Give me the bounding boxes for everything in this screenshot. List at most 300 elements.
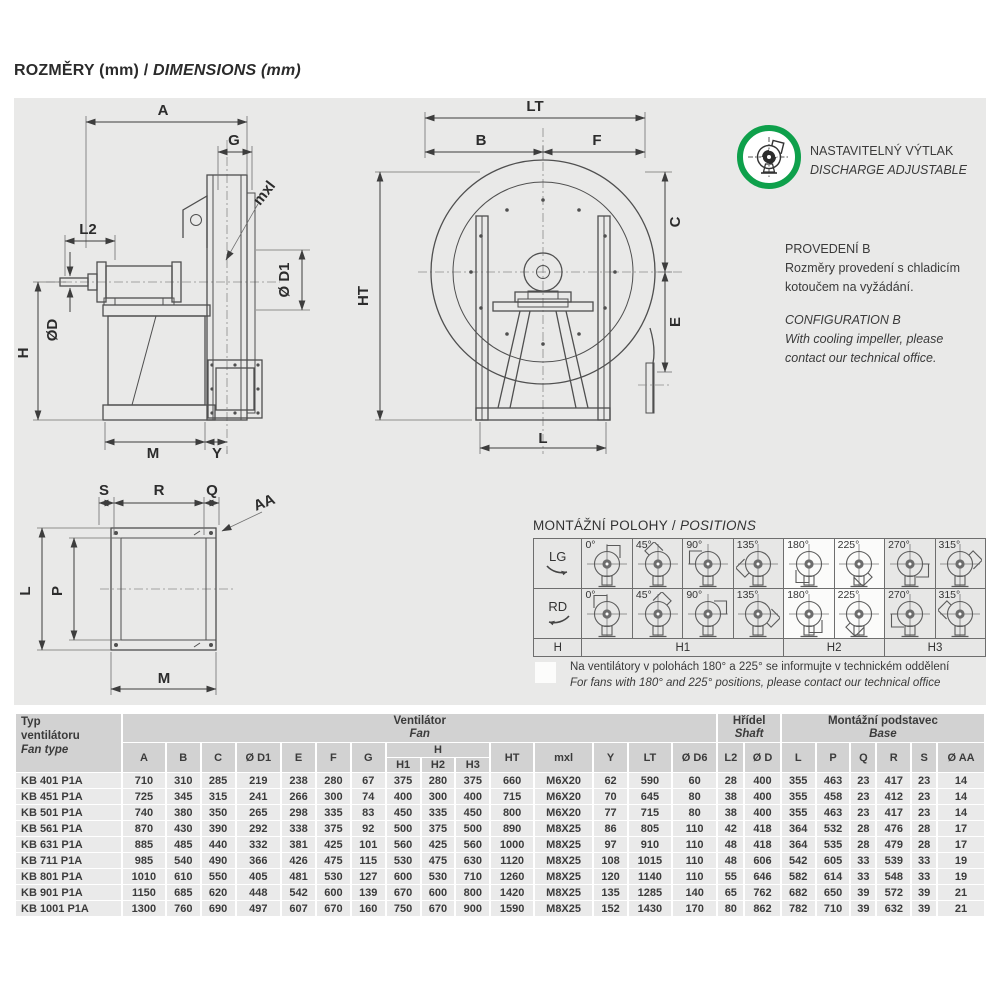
dimension-cell: 476 xyxy=(877,821,910,836)
dimension-cell: 539 xyxy=(877,853,910,868)
dimension-cell: 338 xyxy=(282,821,315,836)
column-header: mxl xyxy=(535,743,592,772)
angle-label: 315° xyxy=(938,589,961,601)
dimension-cell: 530 xyxy=(422,869,455,884)
column-header: C xyxy=(202,743,235,772)
dimension-cell: 14 xyxy=(938,805,984,820)
dimension-cell: 885 xyxy=(123,837,165,852)
dimension-cell: 550 xyxy=(202,869,235,884)
dimension-cell: 110 xyxy=(673,837,717,852)
dim-label-g: G xyxy=(228,132,240,149)
dimension-cell: M8X25 xyxy=(535,885,592,900)
dimension-cell: 80 xyxy=(673,805,717,820)
dimension-cell: 28 xyxy=(912,821,936,836)
dimension-cell: 800 xyxy=(491,805,533,820)
table-row xyxy=(16,869,984,884)
front-view-drawing xyxy=(355,98,700,463)
dimension-cell: 152 xyxy=(594,901,627,916)
dim-label-base-l: L xyxy=(17,586,34,596)
dimension-cell: 345 xyxy=(167,789,200,804)
dimension-cell: 610 xyxy=(167,869,200,884)
angle-label: 270° xyxy=(888,589,910,601)
positions-note xyxy=(535,660,949,691)
dimension-cell: M6X20 xyxy=(535,805,592,820)
dimension-cell: 48 xyxy=(718,853,743,868)
dimension-cell: 19 xyxy=(938,869,984,884)
dimension-cell: 298 xyxy=(282,805,315,820)
dimension-cell: 548 xyxy=(877,869,910,884)
angle-label: 0° xyxy=(585,589,596,601)
column-header: Y xyxy=(594,743,627,772)
dim-label-l2: L2 xyxy=(79,221,97,238)
dimension-cell: 600 xyxy=(387,869,420,884)
dimension-cell: 762 xyxy=(745,885,780,900)
dimension-cell: M8X25 xyxy=(535,869,592,884)
dimension-cell: 805 xyxy=(629,821,671,836)
group-header: Montážní podstavec Base xyxy=(782,714,984,742)
dimension-cell: 280 xyxy=(422,773,455,788)
dimension-cell: 42 xyxy=(718,821,743,836)
angle-label: 270° xyxy=(888,539,910,551)
table-row xyxy=(16,901,984,916)
dimension-cell: 1300 xyxy=(123,901,165,916)
dimension-cell: 300 xyxy=(422,789,455,804)
dimension-cell: 23 xyxy=(912,789,936,804)
column-header: A xyxy=(123,743,165,772)
dimension-cell: 110 xyxy=(673,821,717,836)
dimension-cell: 375 xyxy=(422,821,455,836)
dimension-cell: 23 xyxy=(912,773,936,788)
dimension-cell: 285 xyxy=(202,773,235,788)
fan-type-cell: KB 801 P1A xyxy=(16,869,121,884)
column-header: L xyxy=(782,743,815,772)
dimension-cell: 542 xyxy=(282,885,315,900)
dimension-cell: 450 xyxy=(456,805,489,820)
group-header: Hřídel Shaft xyxy=(718,714,779,742)
dimension-cell: 23 xyxy=(851,773,875,788)
dimension-cell: 127 xyxy=(352,869,385,884)
position-cell xyxy=(632,539,682,589)
dimensions-table xyxy=(14,713,986,917)
position-cell xyxy=(935,589,986,639)
dimension-cell: 28 xyxy=(851,821,875,836)
table-row xyxy=(16,885,984,900)
position-cell xyxy=(582,589,632,639)
dimension-cell: 364 xyxy=(782,837,815,852)
dimension-cell: 364 xyxy=(782,821,815,836)
column-header: Ø D6 xyxy=(673,743,717,772)
dimension-cell: 715 xyxy=(629,805,671,820)
dimension-cell: 800 xyxy=(456,885,489,900)
dimension-cell: 417 xyxy=(877,805,910,820)
dimension-cell: 1000 xyxy=(491,837,533,852)
dimension-cell: 355 xyxy=(782,773,815,788)
position-cell xyxy=(784,539,834,589)
position-cell xyxy=(885,589,935,639)
badge-text xyxy=(810,142,967,180)
dimension-cell: 86 xyxy=(594,821,627,836)
column-header: P xyxy=(817,743,850,772)
dimension-cell: 77 xyxy=(594,805,627,820)
dimension-cell: 300 xyxy=(317,789,350,804)
dimension-cell: 614 xyxy=(817,869,850,884)
dimension-cell: 28 xyxy=(718,773,743,788)
dimension-cell: 23 xyxy=(851,789,875,804)
dimension-cell: 315 xyxy=(202,789,235,804)
dimension-cell: 418 xyxy=(745,837,780,852)
column-subheader: H2 xyxy=(422,758,455,772)
dimension-cell: 450 xyxy=(387,805,420,820)
dimension-cell: 670 xyxy=(317,901,350,916)
side-view-drawing xyxy=(15,98,350,463)
dimension-cell: 139 xyxy=(352,885,385,900)
dimension-cell: 710 xyxy=(817,901,850,916)
dimension-cell: 542 xyxy=(782,853,815,868)
dimension-cell: 17 xyxy=(938,821,984,836)
dimension-cell: 1285 xyxy=(629,885,671,900)
dim-label-c: C xyxy=(667,216,684,228)
dimension-cell: 39 xyxy=(912,885,936,900)
dim-label-f: F xyxy=(592,132,602,149)
dimension-cell: 23 xyxy=(851,805,875,820)
dimension-cell: 632 xyxy=(877,901,910,916)
configuration-note: PROVEDENÍ B Rozměry provedení s chladicím kotoučem na vyžádání. CONFIGURATION B With cooling impeller, please contact our technical office. xyxy=(785,242,961,365)
column-header: Q xyxy=(851,743,875,772)
dimension-cell: 725 xyxy=(123,789,165,804)
fan-type-cell: KB 901 P1A xyxy=(16,885,121,900)
dimension-cell: 28 xyxy=(851,837,875,852)
table-row xyxy=(16,789,984,804)
rotation-arrow-icon xyxy=(544,565,572,576)
position-cell xyxy=(935,539,986,589)
dimension-cell: 140 xyxy=(673,885,717,900)
dimension-cell: 55 xyxy=(718,869,743,884)
dimension-cell: 590 xyxy=(629,773,671,788)
dimension-cell: 14 xyxy=(938,789,984,804)
table-row xyxy=(16,853,984,868)
fan-type-cell: KB 1001 P1A xyxy=(16,901,121,916)
dimension-cell: 650 xyxy=(817,885,850,900)
position-cell xyxy=(733,539,783,589)
dimension-cell: 862 xyxy=(745,901,780,916)
dimension-cell: M6X20 xyxy=(535,773,592,788)
badge-line-cs: NASTAVITELNÝ VÝTLAK xyxy=(810,144,954,158)
angle-label: 0° xyxy=(585,539,596,551)
dimension-cell: 572 xyxy=(877,885,910,900)
dimension-cell: 39 xyxy=(912,901,936,916)
angle-label: 180° xyxy=(787,539,809,551)
dimension-cell: 605 xyxy=(817,853,850,868)
table-row xyxy=(16,773,984,788)
dimension-cell: 135 xyxy=(594,885,627,900)
dimension-cell: 265 xyxy=(237,805,281,820)
note-cs: Na ventilátory v polohách 180° a 225° se informujte v technickém oddělení xyxy=(570,661,950,673)
dimension-cell: 38 xyxy=(718,789,743,804)
dimension-cell: 241 xyxy=(237,789,281,804)
position-cell xyxy=(582,539,632,589)
positions-title: MONTÁŽNÍ POLOHY / POSITIONS xyxy=(533,518,757,533)
dim-label-m: M xyxy=(146,445,160,462)
dimension-cell: 782 xyxy=(782,901,815,916)
base-view-drawing xyxy=(14,455,324,705)
position-cell xyxy=(683,539,733,589)
dimension-cell: 292 xyxy=(237,821,281,836)
dimension-cell: 530 xyxy=(387,853,420,868)
dimension-cell: 19 xyxy=(938,853,984,868)
dimension-cell: 400 xyxy=(745,789,780,804)
column-header: S xyxy=(912,743,936,772)
dimension-cell: 645 xyxy=(629,789,671,804)
angle-label: 315° xyxy=(938,539,961,551)
column-header: B xyxy=(167,743,200,772)
dim-label-base-m: M xyxy=(157,670,171,687)
fan-type-cell: KB 711 P1A xyxy=(16,853,121,868)
angle-label: 90° xyxy=(686,589,703,601)
dimension-cell: 412 xyxy=(877,789,910,804)
dimension-cell: 600 xyxy=(317,885,350,900)
dimension-cell: 485 xyxy=(167,837,200,852)
dimension-cell: 710 xyxy=(123,773,165,788)
dim-label-a: A xyxy=(157,102,169,119)
dimension-cell: 355 xyxy=(782,805,815,820)
dimension-cell: 890 xyxy=(491,821,533,836)
dimension-cell: 92 xyxy=(352,821,385,836)
dimension-cell: 74 xyxy=(352,789,385,804)
dimension-cell: 685 xyxy=(167,885,200,900)
dim-label-p: P xyxy=(49,585,66,597)
column-header: F xyxy=(317,743,350,772)
dimension-cell: 607 xyxy=(282,901,315,916)
column-header: E xyxy=(282,743,315,772)
position-cell xyxy=(834,539,884,589)
column-header: LT xyxy=(629,743,671,772)
dimension-cell: 600 xyxy=(422,885,455,900)
dimension-cell: 110 xyxy=(673,869,717,884)
column-header: Ø D1 xyxy=(237,743,281,772)
dim-label-lt: LT xyxy=(526,98,544,115)
dimension-cell: 606 xyxy=(745,853,780,868)
dimension-cell: 1420 xyxy=(491,885,533,900)
dimension-cell: 400 xyxy=(745,773,780,788)
dimension-cell: 475 xyxy=(422,853,455,868)
positions-table xyxy=(533,538,986,657)
dimension-cell: 400 xyxy=(387,789,420,804)
dimension-cell: 560 xyxy=(387,837,420,852)
dimension-cell: 870 xyxy=(123,821,165,836)
dim-label-h: H xyxy=(15,347,32,359)
rotation-rd-label: RD xyxy=(534,589,582,639)
dimension-cell: 497 xyxy=(237,901,281,916)
fan-type-cell: KB 401 P1A xyxy=(16,773,121,788)
dimension-cell: 335 xyxy=(422,805,455,820)
dimension-cell: 715 xyxy=(491,789,533,804)
dimension-cell: 481 xyxy=(282,869,315,884)
dimension-cell: 540 xyxy=(167,853,200,868)
dim-label-mxl: mxl xyxy=(249,177,280,209)
position-cell xyxy=(733,589,783,639)
dimension-cell: M8X25 xyxy=(535,853,592,868)
h-group-cell: H2 xyxy=(784,639,885,657)
column-header: Ø AA xyxy=(938,743,984,772)
fan-type-cell: KB 561 P1A xyxy=(16,821,121,836)
dimension-cell: 910 xyxy=(629,837,671,852)
group-header: Ventilátor Fan xyxy=(123,714,716,742)
column-header: R xyxy=(877,743,910,772)
dimension-cell: 39 xyxy=(851,885,875,900)
dimension-cell: 646 xyxy=(745,869,780,884)
dimension-cell: 682 xyxy=(782,885,815,900)
dimension-cell: 332 xyxy=(237,837,281,852)
config-cs-title: PROVEDENÍ B xyxy=(785,242,871,256)
dimension-cell: 33 xyxy=(912,869,936,884)
h-column-label: H xyxy=(534,639,582,657)
fan-type-cell: KB 631 P1A xyxy=(16,837,121,852)
dimensions-table-wrap xyxy=(14,713,986,917)
dimension-cell: 670 xyxy=(422,901,455,916)
dimension-cell: 710 xyxy=(456,869,489,884)
dimension-cell: 280 xyxy=(317,773,350,788)
dimension-cell: 1590 xyxy=(491,901,533,916)
dimension-cell: 463 xyxy=(817,773,850,788)
dimension-cell: 108 xyxy=(594,853,627,868)
dimension-cell: 500 xyxy=(456,821,489,836)
h-group-cell: H1 xyxy=(582,639,784,657)
position-cell xyxy=(784,589,834,639)
dimension-cell: 65 xyxy=(718,885,743,900)
dimension-cell: 400 xyxy=(456,789,489,804)
dimension-cell: 335 xyxy=(317,805,350,820)
dimension-cell: 535 xyxy=(817,837,850,852)
page-title-en: DIMENSIONS (mm) xyxy=(153,62,301,79)
position-cell xyxy=(834,589,884,639)
drawings-panel xyxy=(14,98,986,705)
dimension-cell: 380 xyxy=(167,805,200,820)
column-subheader: H1 xyxy=(387,758,420,772)
discharge-adjustable-badge xyxy=(737,125,801,189)
config-en-title: CONFIGURATION B xyxy=(785,313,901,327)
table-row xyxy=(16,837,984,852)
dimension-cell: M8X25 xyxy=(535,901,592,916)
dimension-cell: 14 xyxy=(938,773,984,788)
fan-type-cell: KB 501 P1A xyxy=(16,805,121,820)
dimension-cell: 582 xyxy=(782,869,815,884)
dimension-cell: 28 xyxy=(912,837,936,852)
dimension-cell: 1015 xyxy=(629,853,671,868)
dimension-cell: 375 xyxy=(456,773,489,788)
dimension-cell: 48 xyxy=(718,837,743,852)
dimension-cell: 355 xyxy=(782,789,815,804)
dimension-cell: M6X20 xyxy=(535,789,592,804)
dimension-cell: 1150 xyxy=(123,885,165,900)
dimension-cell: 475 xyxy=(317,853,350,868)
highlight-swatch xyxy=(535,662,556,683)
dim-label-ht: HT xyxy=(355,286,372,306)
dim-label-s: S xyxy=(98,482,110,499)
dimension-cell: 690 xyxy=(202,901,235,916)
dimension-cell: 426 xyxy=(282,853,315,868)
h-group-cell: H3 xyxy=(885,639,986,657)
dimension-cell: 366 xyxy=(237,853,281,868)
column-header: L2 xyxy=(718,743,743,772)
page-title: ROZMĚRY (mm) / DIMENSIONS (mm) xyxy=(14,62,301,79)
angle-label: 135° xyxy=(736,539,759,551)
dimension-cell: 101 xyxy=(352,837,385,852)
page-title-cs: ROZMĚRY (mm) xyxy=(14,62,140,79)
dim-label-e: E xyxy=(667,316,684,328)
dimension-cell: 620 xyxy=(202,885,235,900)
column-header: G xyxy=(352,743,385,772)
dimension-cell: 115 xyxy=(352,853,385,868)
badge-line-en: DISCHARGE ADJUSTABLE xyxy=(810,163,967,177)
dimension-cell: 21 xyxy=(938,885,984,900)
dimension-cell: 430 xyxy=(167,821,200,836)
dimension-cell: 381 xyxy=(282,837,315,852)
dimension-cell: 23 xyxy=(912,805,936,820)
dimension-cell: 160 xyxy=(352,901,385,916)
dimension-cell: 266 xyxy=(282,789,315,804)
dimension-cell: 110 xyxy=(673,853,717,868)
dimension-cell: 33 xyxy=(851,853,875,868)
dimension-cell: 33 xyxy=(851,869,875,884)
dim-label-l: L xyxy=(538,430,548,447)
dimension-cell: 70 xyxy=(594,789,627,804)
dimension-cell: 1430 xyxy=(629,901,671,916)
dimension-cell: 750 xyxy=(387,901,420,916)
dimension-cell: 425 xyxy=(422,837,455,852)
dimension-cell: 120 xyxy=(594,869,627,884)
dimension-cell: 39 xyxy=(851,901,875,916)
dimension-cell: 448 xyxy=(237,885,281,900)
dimension-cell: 83 xyxy=(352,805,385,820)
dimension-cell: M8X25 xyxy=(535,837,592,852)
dimension-cell: 390 xyxy=(202,821,235,836)
dimension-cell: 238 xyxy=(282,773,315,788)
dimension-cell: 425 xyxy=(317,837,350,852)
rotation-lg-label: LG xyxy=(534,539,582,589)
angle-label: 45° xyxy=(635,539,652,551)
dimension-cell: 350 xyxy=(202,805,235,820)
dimension-cell: 17 xyxy=(938,837,984,852)
note-en: For fans with 180° and 225° positions, please contact our technical office xyxy=(570,676,941,689)
dimension-cell: M8X25 xyxy=(535,821,592,836)
dimension-cell: 1140 xyxy=(629,869,671,884)
rotation-arrow-icon xyxy=(544,615,572,626)
dim-label-b: B xyxy=(475,132,487,149)
dim-label-y: Y xyxy=(211,445,223,462)
fan-type-header: Typ ventilátoru Fan type xyxy=(16,714,121,772)
dimension-cell: 490 xyxy=(202,853,235,868)
dimension-cell: 1120 xyxy=(491,853,533,868)
dimension-cell: 532 xyxy=(817,821,850,836)
dim-label-od1: Ø D1 xyxy=(276,262,293,298)
dimension-cell: 440 xyxy=(202,837,235,852)
dimension-cell: 405 xyxy=(237,869,281,884)
dimension-cell: 500 xyxy=(387,821,420,836)
table-row xyxy=(16,821,984,836)
dimension-cell: 170 xyxy=(673,901,717,916)
dimension-cell: 458 xyxy=(817,789,850,804)
dim-label-od: ØD xyxy=(44,318,61,342)
dimension-cell: 97 xyxy=(594,837,627,852)
dim-label-r: R xyxy=(153,482,165,499)
position-cell xyxy=(632,589,682,639)
dimension-cell: 38 xyxy=(718,805,743,820)
dimension-cell: 670 xyxy=(387,885,420,900)
dimension-cell: 80 xyxy=(718,901,743,916)
column-header: HT xyxy=(491,743,533,772)
position-cell xyxy=(683,589,733,639)
fan-badge-icon xyxy=(748,136,790,178)
